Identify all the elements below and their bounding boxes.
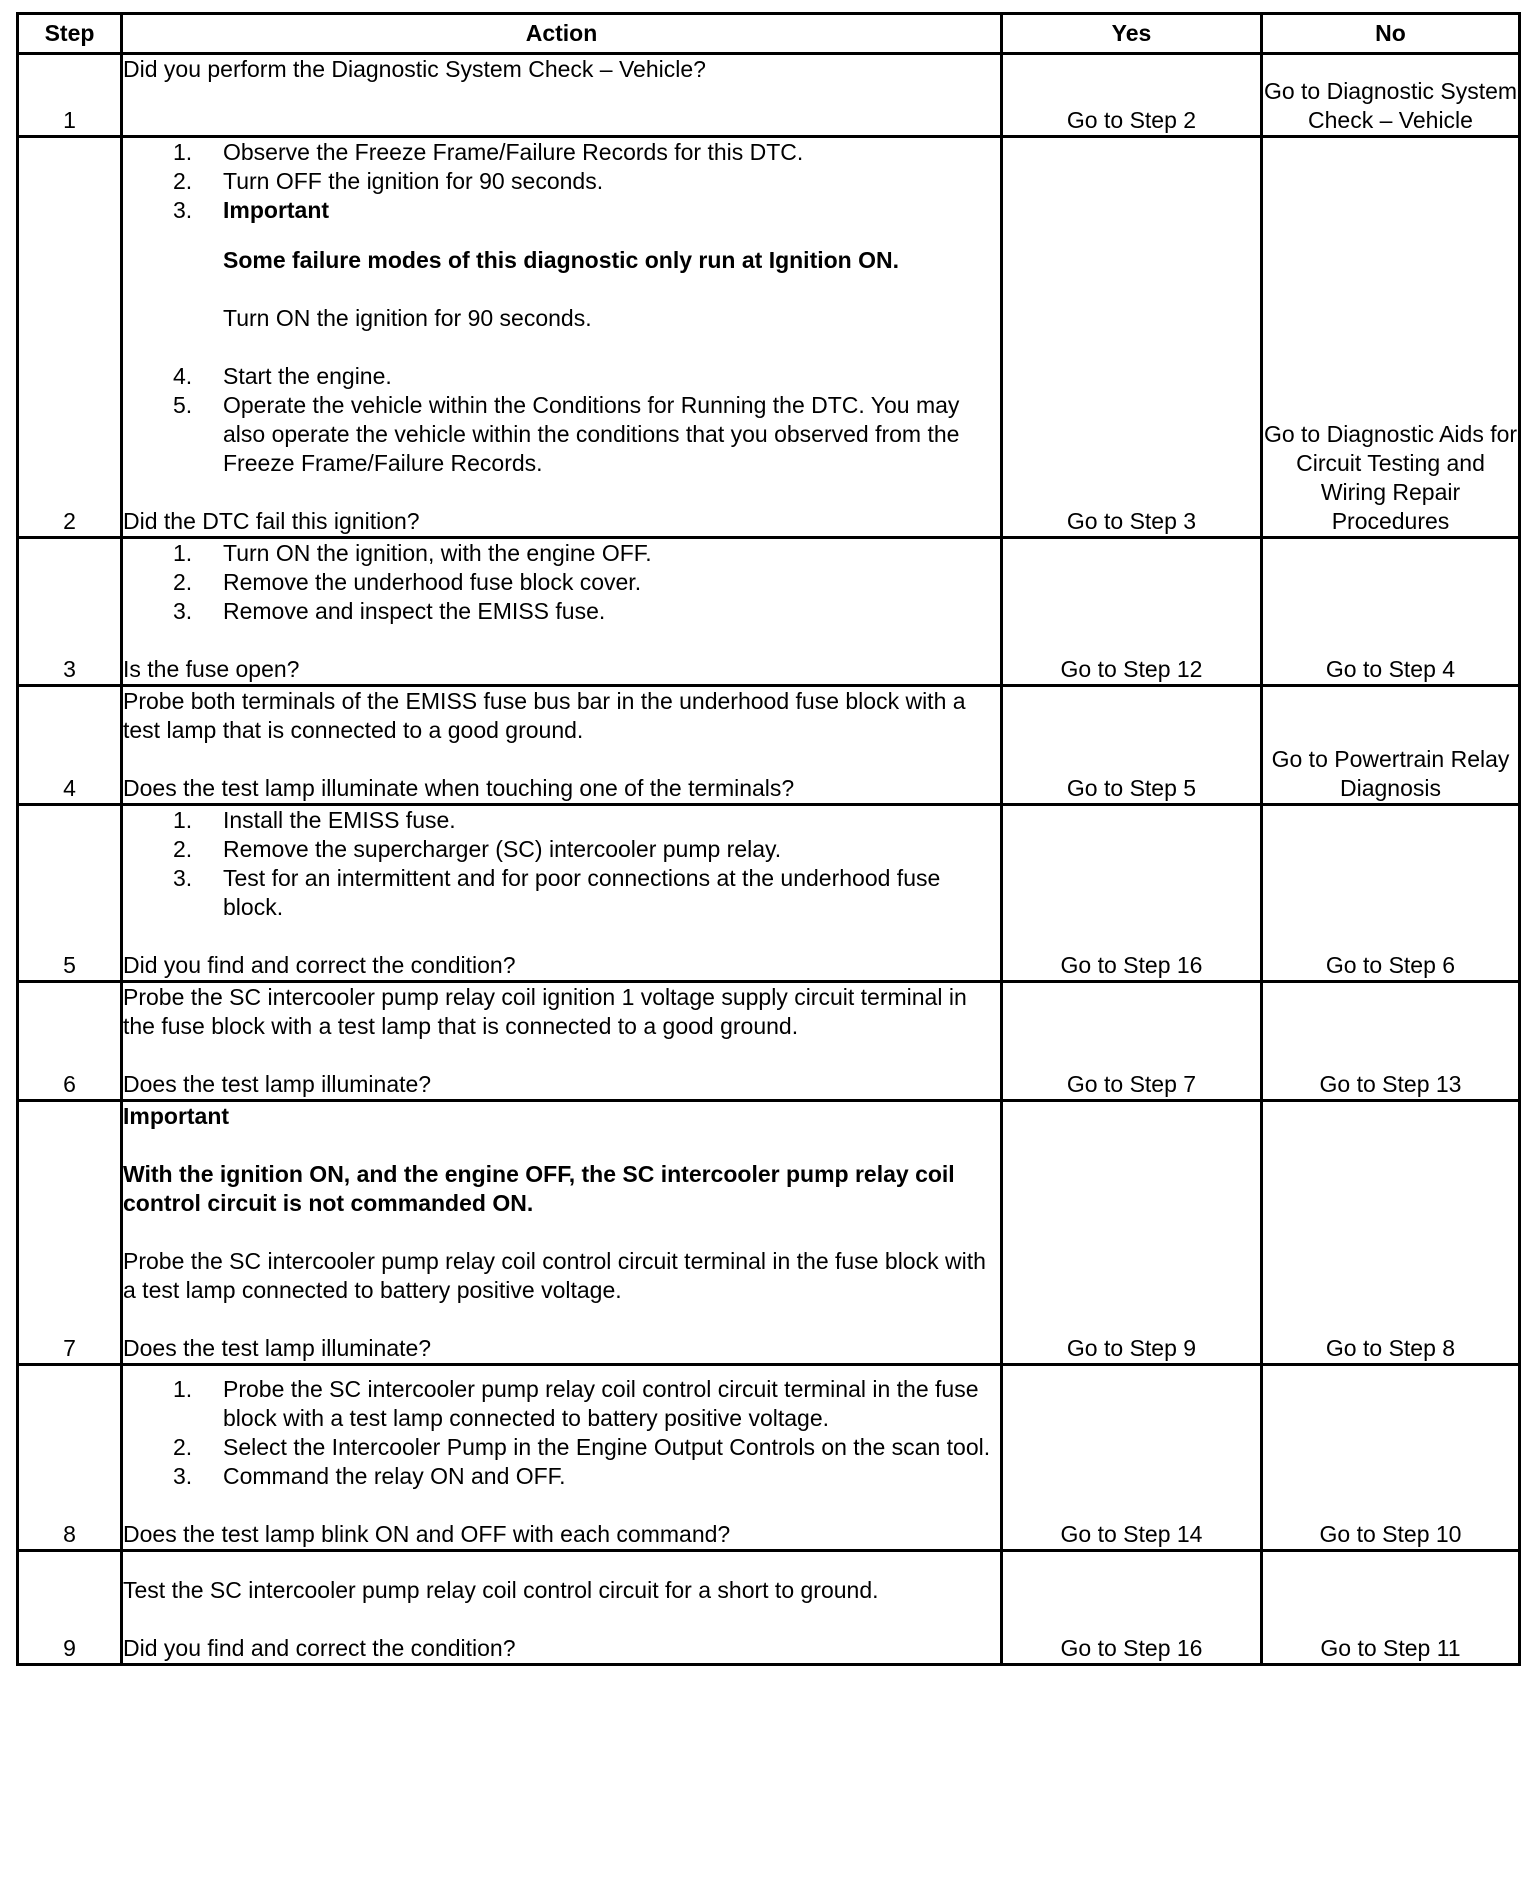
question-text: Does the test lamp illuminate when touching one of the terminals? [123,775,795,801]
list-item: 3. Remove and inspect the EMISS fuse. [173,598,606,624]
list-item: 1. Probe the SC intercooler pump relay coil control circuit terminal in the fuse block with a test lamp connected to battery positive voltage. [173,1376,979,1431]
action-cell [122,1101,1002,1365]
step-number: 4 [18,686,122,805]
table-row [18,1551,1520,1665]
table-row [18,137,1520,538]
header-step: Step [18,14,122,54]
no-cell: Go to Powertrain Relay Diagnosis [1262,686,1520,805]
action-cell [122,805,1002,982]
step-number: 1 [18,54,122,137]
no-cell: Go to Diagnostic System Check – Vehicle [1262,54,1520,137]
action-cell [122,137,1002,538]
action-cell [122,538,1002,686]
list-item: 1. Install the EMISS fuse. [173,807,456,833]
list-item: 2. Turn OFF the ignition for 90 seconds. [173,168,604,194]
table-row [18,538,1520,686]
important-label: Important [223,197,330,223]
yes-cell: Go to Step 7 [1002,982,1262,1101]
header-no: No [1262,14,1520,54]
step-list [123,362,1000,478]
yes-cell: Go to Step 2 [1002,54,1262,137]
no-cell: Go to Step 4 [1262,538,1520,686]
question-text: Does the test lamp illuminate? [123,1071,432,1097]
important-note: With the ignition ON, and the engine OFF, the SC intercooler pump relay coil control circuit is not commanded ON. [123,1161,955,1216]
list-item: 2. Select the Intercooler Pump in the Engine Output Controls on the scan tool. [173,1434,991,1460]
important-note: Some failure modes of this diagnostic only run at Ignition ON. [223,247,899,273]
yes-cell: Go to Step 9 [1002,1101,1262,1365]
action-cell [122,686,1002,805]
no-cell: Go to Step 8 [1262,1101,1520,1365]
table-row [18,982,1520,1101]
list-item: 2. Remove the supercharger (SC) intercooler pump relay. [173,836,782,862]
yes-cell: Go to Step 16 [1002,805,1262,982]
header-action: Action [122,14,1002,54]
table-row [18,54,1520,137]
step-number: 2 [18,137,122,538]
step-list [123,1375,1000,1491]
no-cell: Go to Step 11 [1262,1551,1520,1665]
action-cell [122,54,1002,137]
step-number: 6 [18,982,122,1101]
table-row [18,1101,1520,1365]
question-text: Did you find and correct the condition? [123,952,516,978]
header-yes: Yes [1002,14,1262,54]
yes-cell: Go to Step 3 [1002,137,1262,538]
step-number: 3 [18,538,122,686]
list-item: 1. Turn ON the ignition, with the engine OFF. [173,540,652,566]
action-cell [122,982,1002,1101]
question-text: Does the test lamp illuminate? [123,1335,432,1361]
list-item: 4. Start the engine. [173,363,392,389]
table-row [18,686,1520,805]
list-item: 3. Command the relay ON and OFF. [173,1463,566,1489]
action-cell [122,1365,1002,1551]
no-cell: Go to Step 13 [1262,982,1520,1101]
step-list [123,138,1000,225]
list-item: 3. Important [173,197,330,223]
header-row [18,14,1520,54]
question-text: Does the test lamp blink ON and OFF with each command? [123,1521,731,1547]
action-text: Did you perform the Diagnostic System Check – Vehicle? [123,56,706,82]
step-number: 5 [18,805,122,982]
no-cell: Go to Diagnostic Aids for Circuit Testing and Wiring Repair Procedures [1262,137,1520,538]
list-item: 3. Test for an intermittent and for poor connections at the underhood fuse block. [173,865,941,920]
step-number: 9 [18,1551,122,1665]
yes-cell: Go to Step 5 [1002,686,1262,805]
action-text: Test the SC intercooler pump relay coil control circuit for a short to ground. [123,1577,879,1603]
question-text: Did you find and correct the condition? [123,1635,516,1661]
list-item: 1. Observe the Freeze Frame/Failure Records for this DTC. [173,139,804,165]
yes-cell: Go to Step 12 [1002,538,1262,686]
question-text: Is the fuse open? [123,656,300,682]
action-text: Probe the SC intercooler pump relay coil ignition 1 voltage supply circuit terminal in the fuse block with a test lamp that is connected to a good ground. [123,984,967,1039]
no-cell: Go to Step 6 [1262,805,1520,982]
step-number: 7 [18,1101,122,1365]
step-list [123,539,1000,626]
action-text: Probe both terminals of the EMISS fuse bus bar in the underhood fuse block with a test lamp that is connected to a good ground. [123,688,966,743]
action-text: Probe the SC intercooler pump relay coil control circuit terminal in the fuse block with a test lamp connected to battery positive voltage. [123,1248,986,1303]
no-cell: Go to Step 10 [1262,1365,1520,1551]
diagnostic-table [16,12,1521,1666]
yes-cell: Go to Step 16 [1002,1551,1262,1665]
table-row [18,805,1520,982]
action-cell [122,1551,1002,1665]
step-number: 8 [18,1365,122,1551]
question-text: Did the DTC fail this ignition? [123,508,420,534]
list-item: 5. Operate the vehicle within the Conditions for Running the DTC. You may also operate the vehicle within the conditions that you observed from the Freeze Frame/Failure Records. [173,392,960,476]
important-label: Important [123,1103,230,1129]
important-instruction: Turn ON the ignition for 90 seconds. [223,305,592,331]
yes-cell: Go to Step 14 [1002,1365,1262,1551]
list-item: 2. Remove the underhood fuse block cover. [173,569,642,595]
table-row [18,1365,1520,1551]
step-list [123,806,1000,922]
